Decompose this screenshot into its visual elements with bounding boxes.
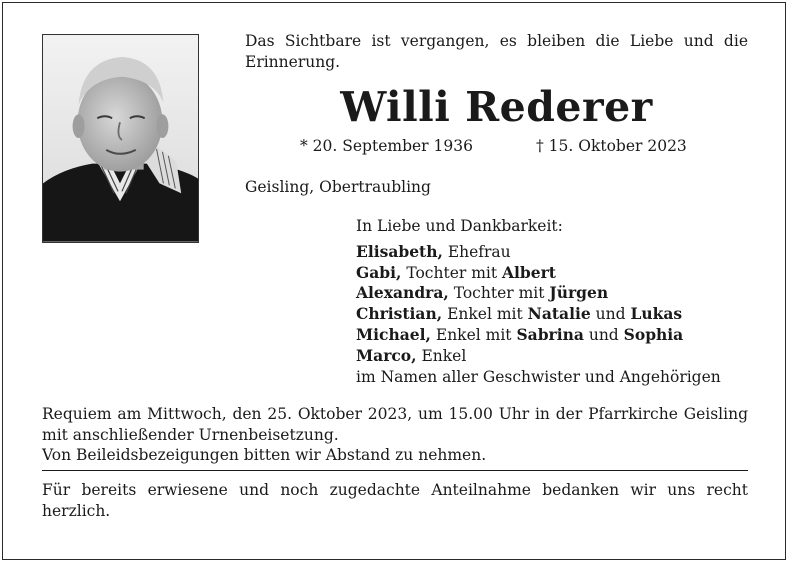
mourner-line [356,325,756,346]
partner-name: Lukas [630,304,683,324]
mourner-line [356,346,756,367]
condolence-note: Von Beileidsbezeigungen bitten wir Abstand zu nehmen. [42,446,487,464]
mourner-name: Michael, [356,324,431,344]
mourners-intro: In Liebe und Dankbarkeit: [356,217,563,235]
mourner-line [356,242,756,263]
mourner-name: Elisabeth, [356,241,443,261]
mourner-relation: Enkel mit [442,305,528,324]
mourner-name: Marco, [356,345,417,365]
mourner-line [356,283,756,304]
mourner-name: Alexandra, [356,283,449,303]
conjunction: und [583,325,624,344]
requiem-text: Requiem am Mittwoch, den 25. Oktober 2023, um 15.00 Uhr in der Pfarrkirche Geisling mit anschließender Urnenbeisetzung. [42,405,748,444]
mourner-relation: Tochter mit [401,263,503,282]
conjunction: und [590,305,631,324]
birth-date: * 20. September 1936 [300,137,473,155]
partner-name: Natalie [527,304,591,324]
place-of-residence: Geisling, Obertraubling [245,178,431,196]
mourner-name: Gabi, [356,262,402,282]
requiem-section [42,404,748,466]
mourners-closing: im Namen aller Geschwister und Angehörigen [356,367,721,386]
mourners-list [356,216,756,387]
partner-name: Jürgen [549,283,609,303]
partner-name: Sabrina [516,324,584,344]
deceased-name: Willi Rederer [340,83,653,131]
partner-name: Albert [502,262,556,282]
divider-line [42,470,748,471]
mourner-relation: Tochter mit [448,284,550,303]
mourner-line [356,304,756,325]
partner-name: Sophia [623,324,684,344]
death-date: † 15. Oktober 2023 [536,137,687,155]
mourner-relation: Enkel mit [430,325,517,344]
thanks-text: Für bereits erwiesene und noch zugedachte Anteilnahme bedanken wir uns recht herzlich. [42,481,748,520]
portrait-photo [42,34,199,243]
mourner-name: Christian, [356,304,443,324]
memorial-quote: Das Sichtbare ist vergangen, es bleiben die Liebe und die Erinnerung. [245,32,748,71]
mourner-line [356,263,756,284]
mourner-relation: Enkel [416,346,467,365]
mourner-relation: Ehefrau [442,242,511,261]
